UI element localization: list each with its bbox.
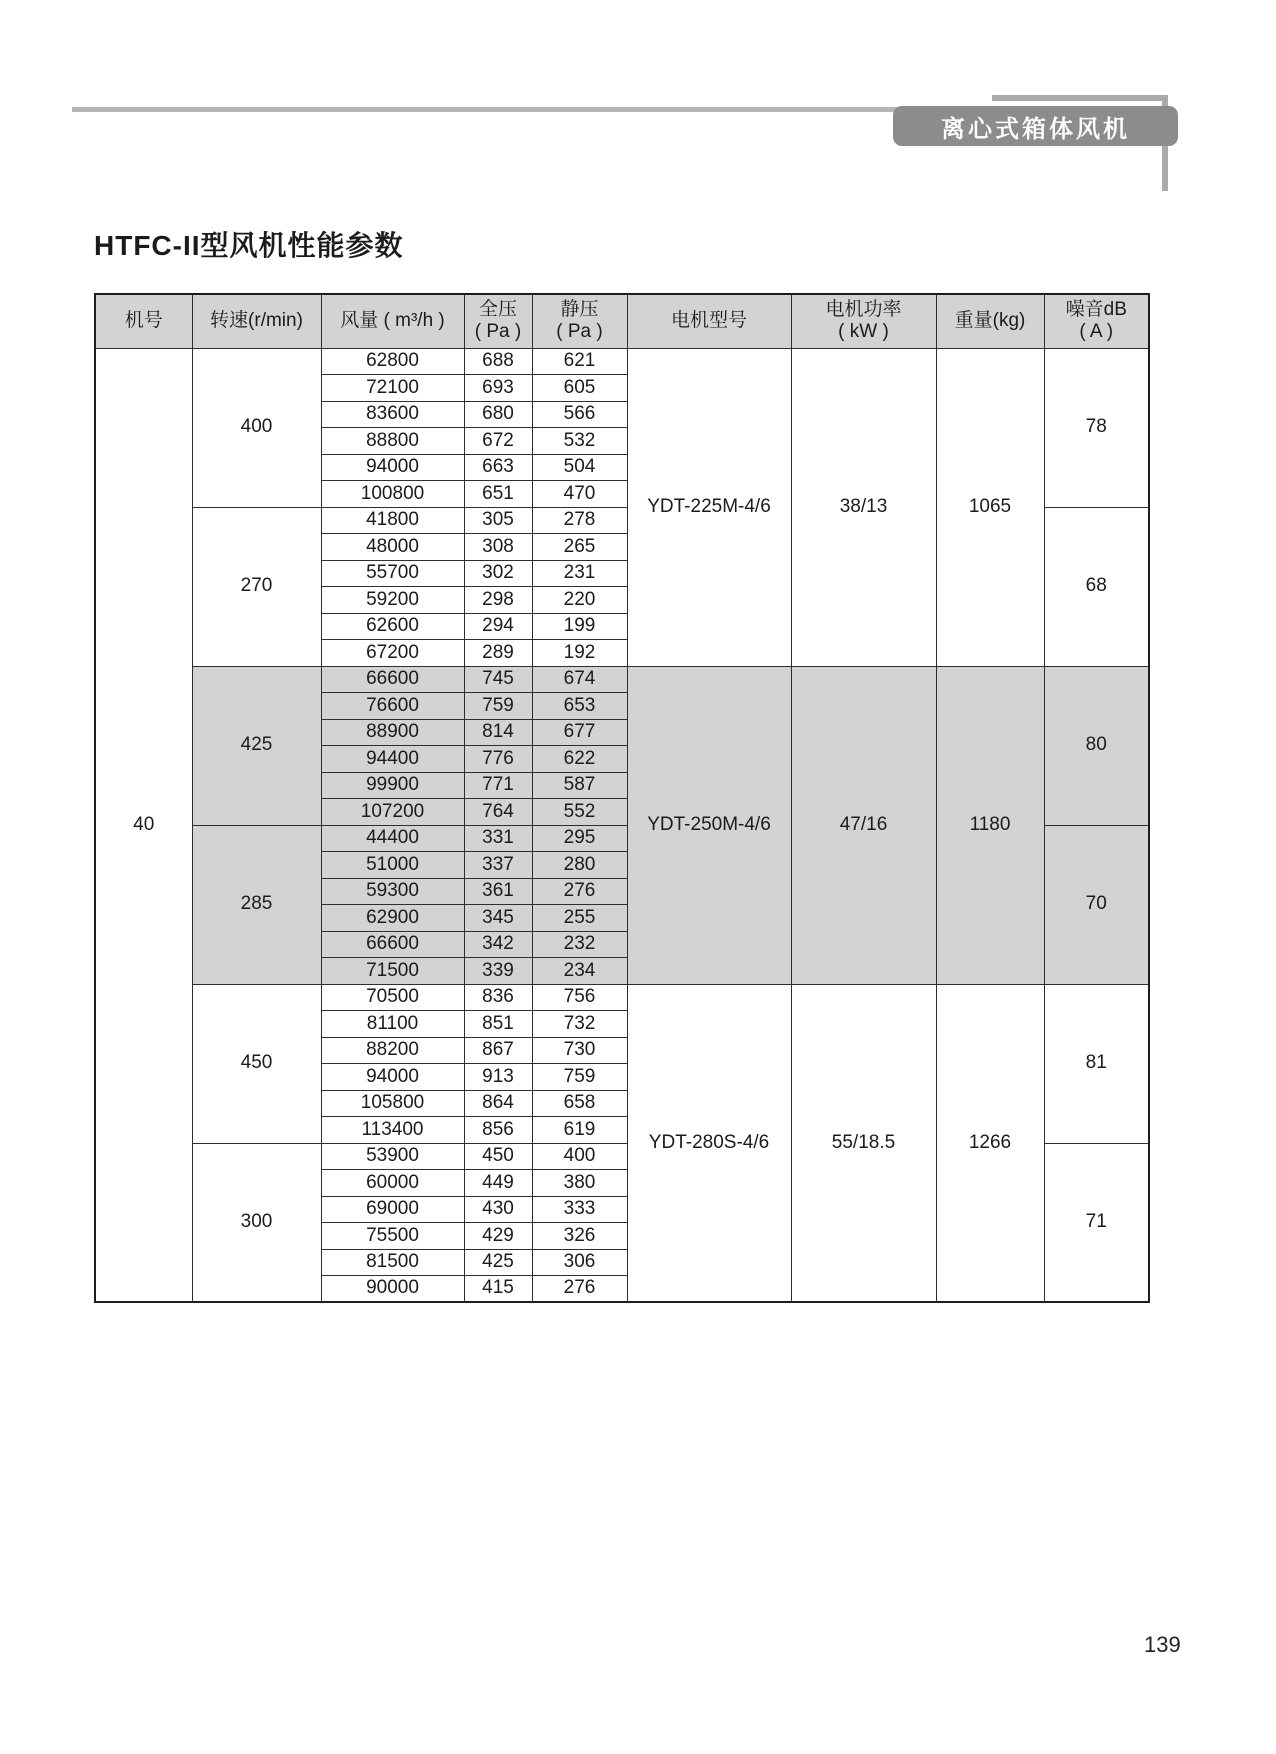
flow-cell: 88800 [321,428,464,455]
flow-cell: 67200 [321,640,464,667]
motor-model-cell: YDT-225M-4/6 [627,348,791,666]
total-pressure-cell: 430 [464,1196,532,1223]
static-pressure-cell: 566 [532,401,627,428]
total-pressure-cell: 764 [464,799,532,826]
header-bracket-horizontal [992,95,1168,101]
static-pressure-cell: 265 [532,534,627,561]
static-pressure-cell: 605 [532,375,627,402]
weight-cell: 1266 [936,984,1044,1302]
flow-cell: 88900 [321,719,464,746]
static-pressure-cell: 276 [532,1276,627,1303]
col-header-noise: 噪音dB ( A ) [1044,294,1149,348]
flow-cell: 113400 [321,1117,464,1144]
table-row [95,348,1149,375]
flow-cell: 53900 [321,1143,464,1170]
noise-cell: 80 [1044,666,1149,825]
flow-cell: 66600 [321,666,464,693]
flow-cell: 59200 [321,587,464,614]
total-pressure-cell: 680 [464,401,532,428]
weight-cell: 1180 [936,666,1044,984]
motor-model-cell: YDT-280S-4/6 [627,984,791,1302]
static-pressure-cell: 677 [532,719,627,746]
total-pressure-cell: 425 [464,1249,532,1276]
flow-cell: 59300 [321,878,464,905]
col-header-weight: 重量(kg) [936,294,1044,348]
total-pressure-cell: 776 [464,746,532,773]
flow-cell: 88200 [321,1037,464,1064]
speed-cell: 450 [192,984,321,1143]
total-pressure-cell: 450 [464,1143,532,1170]
flow-cell: 44400 [321,825,464,852]
motor-power-cell: 55/18.5 [791,984,936,1302]
speed-cell: 285 [192,825,321,984]
static-pressure-cell: 276 [532,878,627,905]
static-pressure-cell: 658 [532,1090,627,1117]
static-pressure-cell: 231 [532,560,627,587]
flow-cell: 51000 [321,852,464,879]
flow-cell: 81100 [321,1011,464,1038]
flow-cell: 100800 [321,481,464,508]
static-pressure-cell: 759 [532,1064,627,1091]
weight-cell: 1065 [936,348,1044,666]
table-body [95,348,1149,1302]
static-pressure-cell: 380 [532,1170,627,1197]
static-pressure-cell: 619 [532,1117,627,1144]
flow-cell: 107200 [321,799,464,826]
col-header-total-pressure: 全压 ( Pa ) [464,294,532,348]
total-pressure-cell: 449 [464,1170,532,1197]
total-pressure-cell: 331 [464,825,532,852]
total-pressure-cell: 663 [464,454,532,481]
speed-cell: 270 [192,507,321,666]
motor-power-cell: 38/13 [791,348,936,666]
col-header-motor-model: 电机型号 [627,294,791,348]
static-pressure-cell: 587 [532,772,627,799]
static-pressure-cell: 192 [532,640,627,667]
speed-cell: 300 [192,1143,321,1302]
static-pressure-cell: 280 [532,852,627,879]
total-pressure-cell: 851 [464,1011,532,1038]
fan-performance-table [94,293,1150,1303]
total-pressure-cell: 693 [464,375,532,402]
flow-cell: 72100 [321,375,464,402]
table-header-row [95,294,1149,348]
flow-cell: 55700 [321,560,464,587]
flow-cell: 94000 [321,1064,464,1091]
total-pressure-cell: 339 [464,958,532,985]
total-pressure-cell: 342 [464,931,532,958]
flow-cell: 105800 [321,1090,464,1117]
static-pressure-cell: 220 [532,587,627,614]
page-number: 139 [1144,1632,1181,1657]
total-pressure-cell: 836 [464,984,532,1011]
total-pressure-cell: 688 [464,348,532,375]
motor-model-cell: YDT-250M-4/6 [627,666,791,984]
static-pressure-cell: 232 [532,931,627,958]
total-pressure-cell: 289 [464,640,532,667]
static-pressure-cell: 730 [532,1037,627,1064]
flow-cell: 71500 [321,958,464,985]
static-pressure-cell: 470 [532,481,627,508]
total-pressure-cell: 745 [464,666,532,693]
flow-cell: 99900 [321,772,464,799]
static-pressure-cell: 400 [532,1143,627,1170]
page-title: HTFC-II型风机性能参数 [94,230,404,261]
flow-cell: 70500 [321,984,464,1011]
total-pressure-cell: 864 [464,1090,532,1117]
section-badge: 离心式箱体风机 [893,106,1178,146]
flow-cell: 62600 [321,613,464,640]
col-header-flow: 风量 ( m³/h ) [321,294,464,348]
total-pressure-cell: 305 [464,507,532,534]
static-pressure-cell: 278 [532,507,627,534]
static-pressure-cell: 255 [532,905,627,932]
total-pressure-cell: 759 [464,693,532,720]
col-header-speed: 转速(r/min) [192,294,321,348]
noise-cell: 78 [1044,348,1149,507]
static-pressure-cell: 234 [532,958,627,985]
static-pressure-cell: 622 [532,746,627,773]
speed-cell: 400 [192,348,321,507]
motor-power-cell: 47/16 [791,666,936,984]
table-row [95,666,1149,693]
noise-cell: 68 [1044,507,1149,666]
total-pressure-cell: 345 [464,905,532,932]
total-pressure-cell: 361 [464,878,532,905]
flow-cell: 94000 [321,454,464,481]
static-pressure-cell: 653 [532,693,627,720]
static-pressure-cell: 552 [532,799,627,826]
flow-cell: 83600 [321,401,464,428]
total-pressure-cell: 429 [464,1223,532,1250]
noise-cell: 81 [1044,984,1149,1143]
static-pressure-cell: 674 [532,666,627,693]
static-pressure-cell: 326 [532,1223,627,1250]
static-pressure-cell: 621 [532,348,627,375]
static-pressure-cell: 532 [532,428,627,455]
total-pressure-cell: 651 [464,481,532,508]
total-pressure-cell: 771 [464,772,532,799]
col-header-motor-power: 电机功率 ( kW ) [791,294,936,348]
static-pressure-cell: 732 [532,1011,627,1038]
noise-cell: 70 [1044,825,1149,984]
total-pressure-cell: 308 [464,534,532,561]
flow-cell: 62900 [321,905,464,932]
flow-cell: 90000 [321,1276,464,1303]
flow-cell: 81500 [321,1249,464,1276]
flow-cell: 62800 [321,348,464,375]
total-pressure-cell: 302 [464,560,532,587]
static-pressure-cell: 199 [532,613,627,640]
flow-cell: 69000 [321,1196,464,1223]
noise-cell: 71 [1044,1143,1149,1302]
static-pressure-cell: 504 [532,454,627,481]
total-pressure-cell: 867 [464,1037,532,1064]
total-pressure-cell: 672 [464,428,532,455]
col-header-machine-no: 机号 [95,294,192,348]
flow-cell: 41800 [321,507,464,534]
total-pressure-cell: 913 [464,1064,532,1091]
flow-cell: 48000 [321,534,464,561]
col-header-static-pressure: 静压 ( Pa ) [532,294,627,348]
flow-cell: 60000 [321,1170,464,1197]
static-pressure-cell: 295 [532,825,627,852]
total-pressure-cell: 814 [464,719,532,746]
static-pressure-cell: 333 [532,1196,627,1223]
total-pressure-cell: 415 [464,1276,532,1303]
flow-cell: 66600 [321,931,464,958]
static-pressure-cell: 306 [532,1249,627,1276]
total-pressure-cell: 337 [464,852,532,879]
flow-cell: 75500 [321,1223,464,1250]
static-pressure-cell: 756 [532,984,627,1011]
flow-cell: 94400 [321,746,464,773]
table-row [95,984,1149,1011]
flow-cell: 76600 [321,693,464,720]
speed-cell: 425 [192,666,321,825]
total-pressure-cell: 856 [464,1117,532,1144]
total-pressure-cell: 298 [464,587,532,614]
total-pressure-cell: 294 [464,613,532,640]
machine-no-cell: 40 [95,348,192,1302]
